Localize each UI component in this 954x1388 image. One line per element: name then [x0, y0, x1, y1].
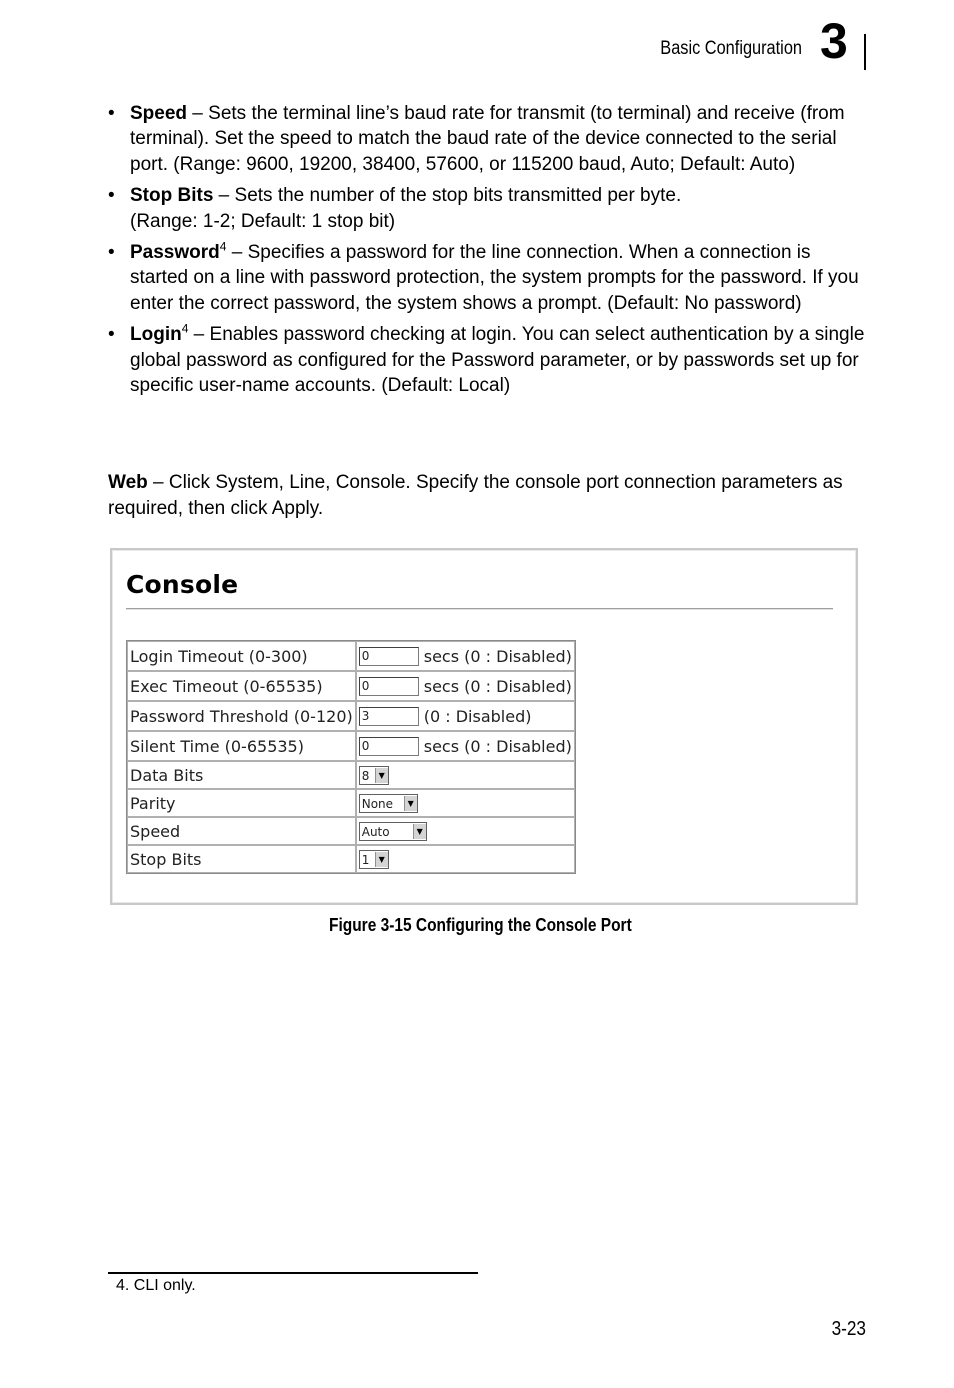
- table-row: [127, 761, 575, 789]
- unit-text: secs (0 : Disabled): [423, 737, 572, 756]
- silent-time-label: Silent Time (0-65535): [127, 731, 356, 761]
- login-timeout-input[interactable]: 0: [359, 647, 419, 666]
- login-timeout-label: Login Timeout (0-300): [127, 641, 356, 671]
- web-text: – Click System, Line, Console. Specify the console port connection parameters as required, then click Apply.: [108, 472, 843, 519]
- parameter-list: [108, 101, 868, 404]
- unit-text: (0 : Disabled): [423, 707, 532, 726]
- console-settings-table: [126, 640, 576, 874]
- unit-text: secs (0 : Disabled): [423, 647, 572, 666]
- item-text: – Specifies a password for the line connection. When a connection is started on a line with password protection, the system prompts for the password. If you enter the correct password, the system shows a prompt. (Default: No password): [130, 242, 859, 314]
- item-text: – Sets the terminal line’s baud rate for transmit (to terminal) and receive (from terminal). Set the speed to match the baud rate of the device connected to the serial port. (Range: 9600, 19200, 38400, 57600, or 115200 baud, Auto; Default: Auto): [130, 103, 845, 175]
- parity-label: Parity: [127, 789, 356, 817]
- console-screenshot: [110, 548, 858, 905]
- term-speed: Speed: [130, 103, 188, 124]
- table-row: [127, 701, 575, 731]
- chevron-down-icon[interactable]: ▼: [404, 796, 417, 811]
- header-section-title: Basic Configuration: [660, 38, 802, 59]
- speed-label: Speed: [127, 817, 356, 845]
- list-item: • Password$^4$ – Specifies a password for the line connection. When a connection is started on a line with password protection, the system prompts for the password. If you enter the correct password, the system shows a prompt. (Default: No password): [108, 239, 859, 314]
- exec-timeout-label: Exec Timeout (0-65535): [127, 671, 356, 701]
- page-number: 3-23: [831, 1318, 866, 1340]
- item-text: – Enables password checking at login. You can select authentication by a single global password as configured for the Password parameter, or by passwords set up for specific user-name accounts. (Default: Local): [130, 324, 865, 397]
- footnote-divider: [108, 1272, 478, 1274]
- chevron-down-icon[interactable]: ▼: [413, 824, 426, 839]
- speed-select[interactable]: Auto ▼: [359, 822, 427, 841]
- data-bits-select[interactable]: 8 ▼: [359, 766, 389, 785]
- term-password: Password: [130, 242, 220, 264]
- console-page-title: Console: [126, 570, 239, 599]
- password-threshold-input[interactable]: 3: [359, 707, 419, 726]
- term-login: Login: [130, 324, 182, 346]
- figure-caption: Figure 3-15 Configuring the Console Port: [329, 915, 632, 935]
- list-item: • Stop Bits – Sets the number of the stop bits transmitted per byte. (Range: 1-2; Default: 1 stop bit): [108, 185, 682, 232]
- chevron-down-icon[interactable]: ▼: [375, 852, 388, 867]
- footnote-ref: 4: [181, 321, 189, 336]
- web-instructions: [108, 470, 868, 521]
- title-divider: [126, 608, 833, 610]
- table-row: [127, 641, 575, 671]
- table-row: [127, 671, 575, 701]
- parity-select[interactable]: None ▼: [359, 794, 418, 813]
- exec-timeout-input[interactable]: 0: [359, 677, 419, 696]
- footnote-ref: 4: [219, 239, 227, 254]
- chevron-down-icon[interactable]: ▼: [375, 768, 388, 783]
- item-text: – Sets the number of the stop bits transmitted per byte.: [213, 185, 682, 207]
- table-row: [127, 731, 575, 761]
- chapter-number: 3: [820, 13, 848, 69]
- table-row: [127, 817, 575, 845]
- list-item: • Login$^4$ – Enables password checking at login. You can select authentication by a single global password as configured for the Password parameter, or by passwords set up for specific user-name accounts. (Default: Local): [108, 321, 865, 397]
- table-row: [127, 845, 575, 873]
- term-stop-bits: Stop Bits: [130, 185, 214, 207]
- unit-text: secs (0 : Disabled): [423, 677, 572, 696]
- item-text-range: (Range: 1-2; Default: 1 stop bit): [130, 210, 396, 232]
- list-item: • Speed – Sets the terminal line’s baud rate for transmit (to terminal) and receive (from terminal). Set the speed to match the baud rate of the device connected to the serial port. (Range: 9600, 19200, 38400, 57600, or 115200 baud, Auto; Default: Auto): [108, 103, 845, 175]
- data-bits-label: Data Bits: [127, 761, 356, 789]
- silent-time-input[interactable]: 0: [359, 737, 419, 756]
- chapter-divider: [864, 34, 866, 70]
- password-threshold-label: Password Threshold (0-120): [127, 701, 356, 731]
- table-row: [127, 789, 575, 817]
- web-term: Web: [108, 472, 148, 493]
- footnote: 4. CLI only.: [116, 1277, 196, 1294]
- stop-bits-label: Stop Bits: [127, 845, 356, 873]
- stop-bits-select[interactable]: 1 ▼: [359, 850, 389, 869]
